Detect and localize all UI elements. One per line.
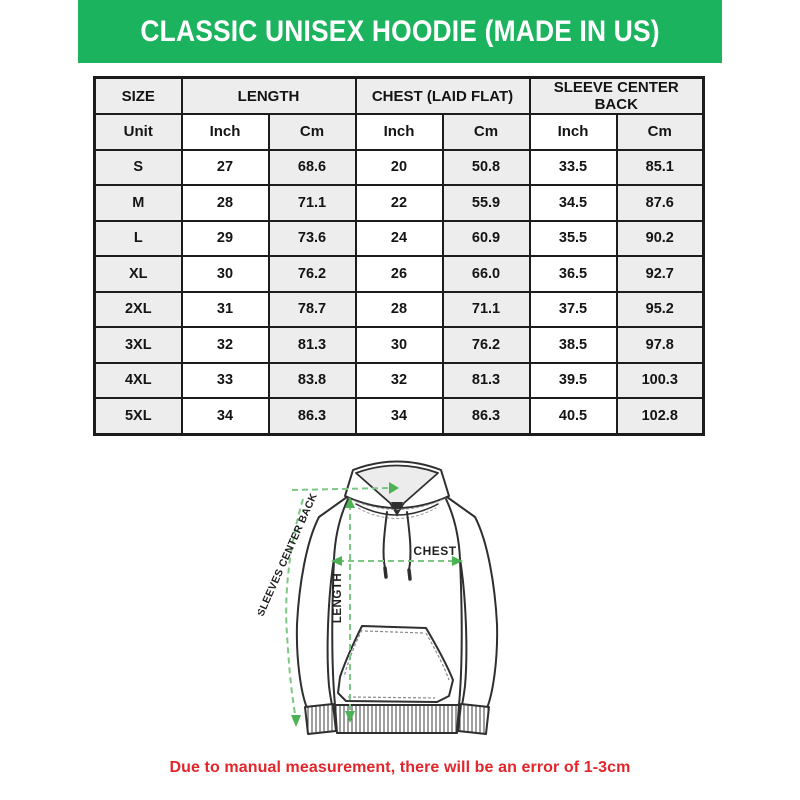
value-cell: 76.2	[269, 256, 356, 292]
value-cell: 35.5	[530, 221, 617, 257]
value-cell: 81.3	[443, 363, 530, 399]
table-row	[95, 221, 704, 257]
value-cell: 34	[356, 398, 443, 434]
col-header-chest: CHEST (LAID FLAT)	[356, 78, 530, 115]
chest-measure-label: CHEST	[413, 544, 457, 558]
value-cell: 71.1	[269, 185, 356, 221]
value-cell: 37.5	[530, 292, 617, 328]
value-cell: 100.3	[617, 363, 704, 399]
value-cell: 71.1	[443, 292, 530, 328]
value-cell: 81.3	[269, 327, 356, 363]
value-cell: 66.0	[443, 256, 530, 292]
value-cell: 28	[356, 292, 443, 328]
sleeve-arrow-icon	[291, 715, 301, 727]
size-cell: 4XL	[95, 363, 182, 399]
size-cell: L	[95, 221, 182, 257]
page-title: CLASSIC UNISEX HOODIE (MADE IN US)	[140, 14, 660, 48]
table-row	[95, 398, 704, 434]
value-cell: 38.5	[530, 327, 617, 363]
value-cell: 40.5	[530, 398, 617, 434]
value-cell: 29	[182, 221, 269, 257]
value-cell: 20	[356, 150, 443, 186]
size-cell: S	[95, 150, 182, 186]
hoodie-measurement-diagram	[258, 446, 560, 758]
value-cell: 87.6	[617, 185, 704, 221]
table-row	[95, 256, 704, 292]
value-cell: 86.3	[443, 398, 530, 434]
sleeve-measure-label: SLEEVES CENTER BACK	[258, 491, 320, 619]
value-cell: 86.3	[269, 398, 356, 434]
value-cell: 31	[182, 292, 269, 328]
value-cell: 32	[182, 327, 269, 363]
unit-row	[95, 114, 704, 150]
col-header-size: SIZE	[95, 78, 182, 115]
value-cell: 34	[182, 398, 269, 434]
unit-cell: Inch	[182, 114, 269, 150]
drawstrings	[384, 512, 411, 579]
size-cell: 2XL	[95, 292, 182, 328]
table-row	[95, 363, 704, 399]
value-cell: 76.2	[443, 327, 530, 363]
table-row	[95, 150, 704, 186]
value-cell: 36.5	[530, 256, 617, 292]
value-cell: 68.6	[269, 150, 356, 186]
value-cell: 102.8	[617, 398, 704, 434]
value-cell: 73.6	[269, 221, 356, 257]
value-cell: 50.8	[443, 150, 530, 186]
hem-band	[335, 705, 459, 733]
size-cell: M	[95, 185, 182, 221]
measurement-disclaimer: Due to manual measurement, there will be an error of 1-3cm	[169, 759, 631, 776]
table-row	[95, 292, 704, 328]
header-row	[95, 78, 704, 115]
value-cell: 26	[356, 256, 443, 292]
cuff-right	[458, 704, 489, 734]
value-cell: 95.2	[617, 292, 704, 328]
size-cell: XL	[95, 256, 182, 292]
value-cell: 22	[356, 185, 443, 221]
unit-cell: Unit	[95, 114, 182, 150]
value-cell: 92.7	[617, 256, 704, 292]
cuff-left	[305, 704, 336, 734]
value-cell: 33.5	[530, 150, 617, 186]
value-cell: 97.8	[617, 327, 704, 363]
length-measure-label: LENGTH	[332, 572, 344, 624]
title-banner	[78, 0, 722, 63]
value-cell: 85.1	[617, 150, 704, 186]
value-cell: 34.5	[530, 185, 617, 221]
unit-cell: Cm	[269, 114, 356, 150]
unit-cell: Inch	[530, 114, 617, 150]
unit-cell: Cm	[617, 114, 704, 150]
table-row	[95, 327, 704, 363]
value-cell: 30	[182, 256, 269, 292]
value-cell: 60.9	[443, 221, 530, 257]
value-cell: 78.7	[269, 292, 356, 328]
value-cell: 27	[182, 150, 269, 186]
value-cell: 24	[356, 221, 443, 257]
value-cell: 33	[182, 363, 269, 399]
value-cell: 30	[356, 327, 443, 363]
value-cell: 83.8	[269, 363, 356, 399]
size-chart-table	[93, 76, 705, 436]
value-cell: 39.5	[530, 363, 617, 399]
unit-cell: Inch	[356, 114, 443, 150]
col-header-length: LENGTH	[182, 78, 356, 115]
pocket	[338, 626, 453, 702]
value-cell: 32	[356, 363, 443, 399]
value-cell: 28	[182, 185, 269, 221]
size-cell: 5XL	[95, 398, 182, 434]
col-header-sleeve: SLEEVE CENTER BACK	[530, 78, 704, 115]
table-row	[95, 185, 704, 221]
size-cell: 3XL	[95, 327, 182, 363]
value-cell: 55.9	[443, 185, 530, 221]
unit-cell: Cm	[443, 114, 530, 150]
value-cell: 90.2	[617, 221, 704, 257]
